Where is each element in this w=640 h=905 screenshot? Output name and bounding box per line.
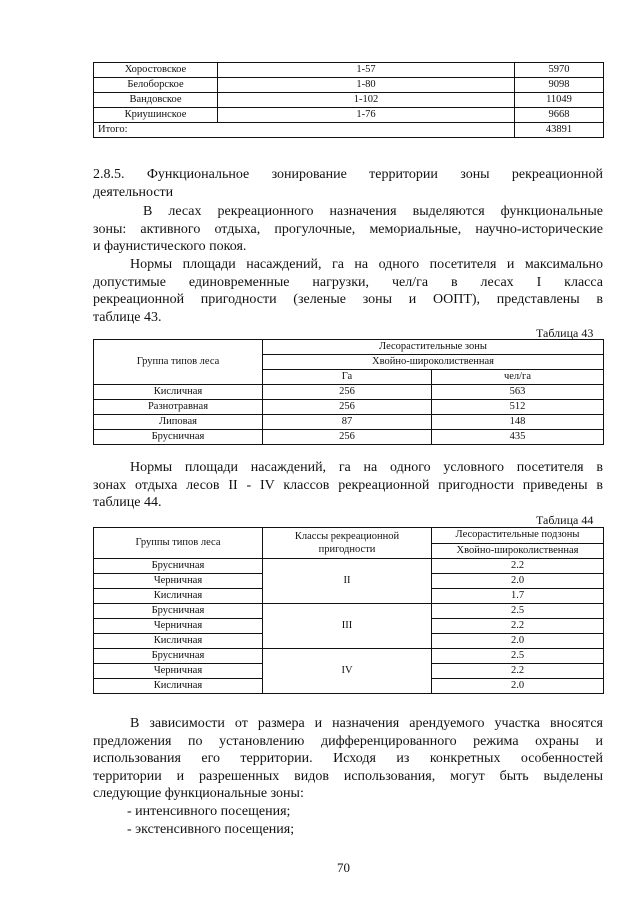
t43-ga-cell: 87 xyxy=(263,415,432,430)
table-row xyxy=(94,415,604,430)
table-row xyxy=(94,559,604,574)
t44-group-cell: Кисличная xyxy=(94,679,263,694)
area-value-cell: 11049 xyxy=(515,93,604,108)
t43-unit-ga: Га xyxy=(263,370,432,385)
quarter-range-cell: 1-76 xyxy=(218,108,515,123)
t43-group-cell: Разнотравная xyxy=(94,400,263,415)
t44-class-cell: III xyxy=(263,604,432,649)
table-row xyxy=(94,604,604,619)
p2-line-2: допустимые единовременные нагрузки, чел/га в лесах I класса xyxy=(93,274,603,290)
t43-zone-header: Лесорастительные зоны xyxy=(263,340,604,355)
list-item: - интенсивного посещения; xyxy=(127,804,291,819)
t44-subzone-header: Лесорастительные подзоны xyxy=(432,528,604,544)
p4-line-2: предложения по установлению дифференцированного режима охраны и xyxy=(93,733,603,749)
p4-line-3: использования его территории. Исходя из конкретных особенностей xyxy=(93,751,603,766)
heading-line-2: деятельности xyxy=(93,184,174,200)
p3-line-3: таблице 44. xyxy=(93,495,162,510)
table44-caption: Таблица 44 xyxy=(536,513,594,527)
table-row xyxy=(94,400,604,415)
t44-class-cell: IV xyxy=(263,649,432,694)
forestry-name-cell: Криушинское xyxy=(94,108,218,123)
zone-list xyxy=(127,803,527,838)
t43-people-cell: 148 xyxy=(432,415,604,430)
p4-line-5: следующие функциональные зоны: xyxy=(93,786,304,801)
table-row xyxy=(94,108,604,123)
t43-people-cell: 563 xyxy=(432,385,604,400)
table43-caption: Таблица 43 xyxy=(536,326,594,340)
table-43 xyxy=(93,339,604,445)
table-44 xyxy=(93,527,604,694)
paragraph-3 xyxy=(93,459,603,512)
area-value-cell: 5970 xyxy=(515,63,604,78)
t44-value-cell: 2.0 xyxy=(432,679,604,694)
t44-group-cell: Брусничная xyxy=(94,649,263,664)
table-row xyxy=(94,78,604,93)
t43-ga-cell: 256 xyxy=(263,400,432,415)
t43-group-cell: Кисличная xyxy=(94,385,263,400)
p1-line-3: и фаунистического покоя. xyxy=(93,239,247,254)
paragraph-1 xyxy=(93,203,603,256)
p2-line-3: рекреационной пригодности (зеленые зоны и ООПТ), представлены в xyxy=(93,292,603,307)
quarter-range-cell: 1-102 xyxy=(218,93,515,108)
t44-value-cell: 2.0 xyxy=(432,634,604,649)
p4-line-4: территории и разрешенных видов использования, могут быть выделены xyxy=(93,768,603,784)
t44-group-cell: Черничная xyxy=(94,619,263,634)
t43-people-cell: 512 xyxy=(432,400,604,415)
t44-group-cell: Черничная xyxy=(94,574,263,589)
t43-group-header: Группа типов леса xyxy=(94,340,263,385)
paragraph-2 xyxy=(93,256,603,326)
t43-subzone-header: Хвойно-широколиственная xyxy=(263,355,604,370)
t44-value-cell: 2.2 xyxy=(432,664,604,679)
total-label-cell: Итого: xyxy=(94,123,515,138)
quarter-range-cell: 1-80 xyxy=(218,78,515,93)
forestry-name-cell: Хоростовское xyxy=(94,63,218,78)
table-top xyxy=(93,62,604,138)
t43-unit-people: чел/га xyxy=(432,370,604,385)
p3-line-1: Нормы площади насаждений, га на одного условного посетителя в xyxy=(130,460,603,475)
t44-zone-header: Хвойно-широколиственная xyxy=(432,543,604,559)
p1-line-2: зоны: активного отдыха, прогулочные, мемориальные, научно-исторические xyxy=(93,221,603,237)
t44-class-header: Классы рекреационной пригодности xyxy=(263,528,432,559)
page-number: 70 xyxy=(337,860,350,875)
t44-group-cell: Черничная xyxy=(94,664,263,679)
heading-line-1: 2.8.5. Функциональное зонирование территории зоны рекреационной xyxy=(93,167,603,182)
table-total-row xyxy=(94,123,604,138)
t43-group-cell: Липовая xyxy=(94,415,263,430)
p2-line-4: таблице 43. xyxy=(93,309,162,325)
table-row xyxy=(94,385,604,400)
t43-group-cell: Брусничная xyxy=(94,430,263,445)
t44-value-cell: 2.5 xyxy=(432,604,604,619)
t43-ga-cell: 256 xyxy=(263,385,432,400)
p4-line-1: В зависимости от размера и назначения арендуемого участка вносятся xyxy=(130,716,603,731)
t44-class-cell: II xyxy=(263,559,432,604)
t43-ga-cell: 256 xyxy=(263,430,432,445)
t44-group-cell: Кисличная xyxy=(94,589,263,604)
quarter-range-cell: 1-57 xyxy=(218,63,515,78)
paragraph-4 xyxy=(93,715,603,803)
area-value-cell: 9668 xyxy=(515,108,604,123)
area-value-cell: 9098 xyxy=(515,78,604,93)
t44-value-cell: 2.2 xyxy=(432,619,604,634)
table-row xyxy=(94,63,604,78)
section-heading xyxy=(93,166,603,201)
p1-line-1: В лесах рекреационного назначения выделяются функциональные xyxy=(143,204,603,219)
t44-group-cell: Кисличная xyxy=(94,634,263,649)
forestry-name-cell: Белоборское xyxy=(94,78,218,93)
total-value-cell: 43891 xyxy=(515,123,604,138)
table-row xyxy=(94,93,604,108)
table-row xyxy=(94,649,604,664)
t44-value-cell: 1.7 xyxy=(432,589,604,604)
p2-line-1: Нормы площади насаждений, га на одного посетителя и максимально xyxy=(130,257,603,272)
t43-people-cell: 435 xyxy=(432,430,604,445)
list-item: - экстенсивного посещения; xyxy=(127,821,295,837)
table-row xyxy=(94,430,604,445)
t44-group-header: Группы типов леса xyxy=(94,528,263,559)
t44-value-cell: 2.2 xyxy=(432,559,604,574)
t44-group-cell: Брусничная xyxy=(94,559,263,574)
forestry-name-cell: Вандовское xyxy=(94,93,218,108)
t44-value-cell: 2.5 xyxy=(432,649,604,664)
p3-line-2: зонах отдыха лесов II - IV классов рекреационной пригодности приведены в xyxy=(93,477,603,493)
t44-group-cell: Брусничная xyxy=(94,604,263,619)
t44-value-cell: 2.0 xyxy=(432,574,604,589)
